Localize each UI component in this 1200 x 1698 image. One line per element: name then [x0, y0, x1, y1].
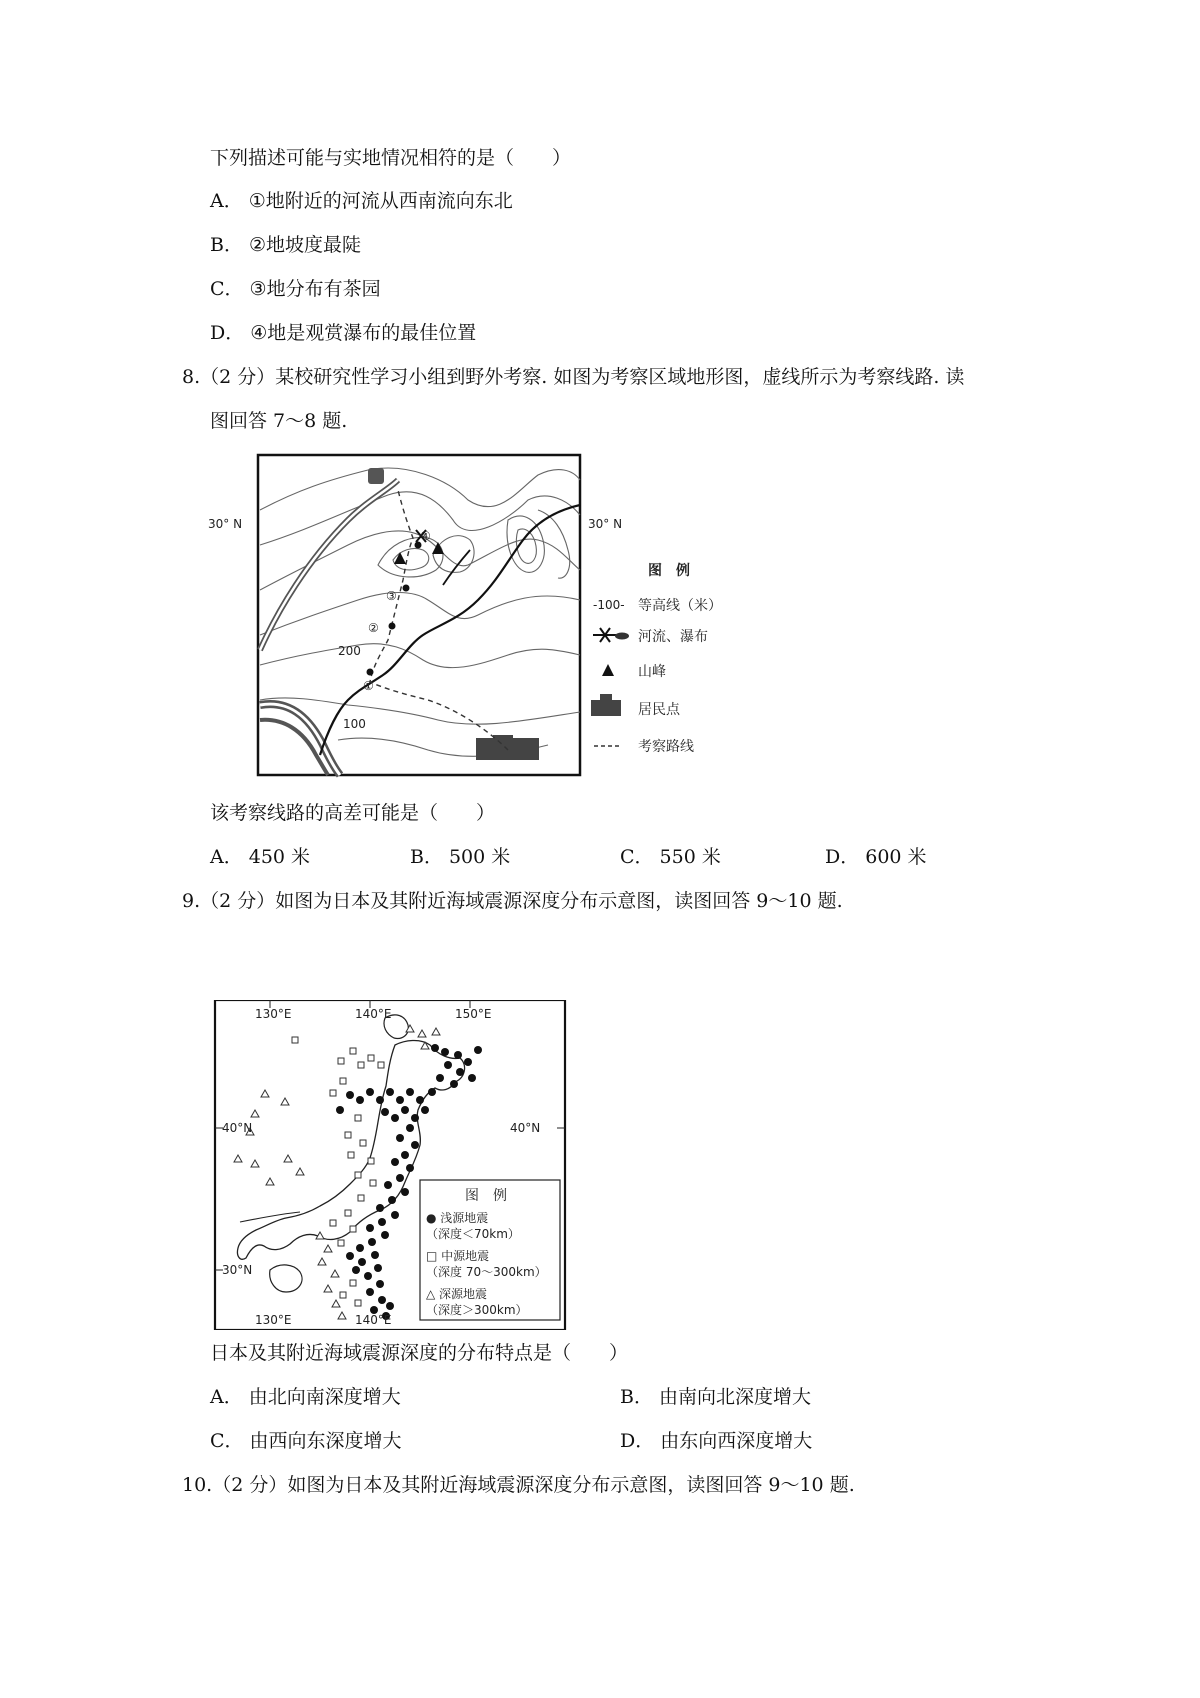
option-text: 由南向北深度增大: [658, 1386, 811, 1408]
legend-route: [594, 738, 694, 755]
topographic-map-figure: [208, 450, 748, 790]
option-letter: C．: [210, 1430, 244, 1452]
legend-contour: [593, 597, 722, 614]
lon-130-bottom-label: 130°E: [255, 1313, 292, 1327]
q8-option-c[interactable]: [620, 844, 721, 870]
q7-option-d[interactable]: [210, 320, 476, 346]
settlement-north: [368, 468, 384, 484]
lon-140-top-label: 140°E: [355, 1007, 392, 1021]
svg-text:考察路线: 考察路线: [638, 739, 694, 755]
option-letter: A．: [210, 1386, 243, 1408]
legend-title: 图 例: [648, 563, 690, 579]
option-text: 450 米: [248, 846, 311, 868]
option-text: ③地分布有茶园: [249, 278, 381, 300]
option-letter: D．: [620, 1430, 655, 1452]
contour-200-label: 200: [338, 644, 361, 658]
option-letter: C．: [210, 278, 244, 300]
lon-150-top-label: 150°E: [455, 1007, 492, 1021]
lat-left-label: 30° N: [208, 517, 243, 531]
q8-stem: 该考察线路的高差可能是（ ）: [210, 802, 496, 824]
option-letter: D．: [825, 846, 860, 868]
q8-option-a[interactable]: [210, 844, 310, 870]
legend-river: [593, 628, 708, 645]
option-letter: B．: [410, 846, 443, 868]
svg-text:居民点: 居民点: [638, 702, 680, 718]
svg-text:河流、瀑布: 河流、瀑布: [638, 629, 708, 645]
option-letter: A．: [210, 190, 243, 212]
option-letter: B．: [210, 234, 243, 256]
option-text: 500 米: [448, 846, 511, 868]
option-text: 由西向东深度增大: [249, 1430, 402, 1452]
svg-text:山峰: 山峰: [638, 664, 666, 680]
q7-option-b[interactable]: [210, 232, 361, 258]
lat-40-left-label: 40°N: [222, 1121, 253, 1135]
option-text: 600 米: [865, 846, 927, 868]
point-2-label: ②: [368, 621, 379, 635]
option-letter: B．: [620, 1386, 653, 1408]
map-frame: [258, 455, 580, 775]
lon-140-bottom-label: 140°E: [355, 1313, 392, 1327]
legend-intermediate-line2: （深度 70～300km）: [426, 1265, 547, 1279]
q9-option-d[interactable]: [620, 1428, 812, 1454]
legend-deep-line1: △ 深源地震: [426, 1287, 488, 1301]
q9-option-b[interactable]: [620, 1384, 811, 1410]
lat-30-left-label: 30°N: [222, 1263, 253, 1277]
point-1-label: ①: [363, 679, 374, 693]
option-letter: A．: [210, 846, 243, 868]
contour-100-label: 100: [343, 717, 366, 731]
svg-text:-100-: -100-: [593, 598, 625, 612]
q8-intro-line1: 8.（2 分）某校研究性学习小组到野外考察. 如图为考察区域地形图，虚线所示为考察线路. 读: [182, 366, 965, 388]
q8-option-b[interactable]: [410, 844, 510, 870]
legend-shallow-line1: ● 浅源地震: [426, 1211, 489, 1225]
q9-intro: 9.（2 分）如图为日本及其附近海域震源深度分布示意图，读图回答 9～10 题.: [182, 890, 843, 912]
option-letter: C．: [620, 846, 654, 868]
svg-text:等高线（米）: 等高线（米）: [638, 598, 722, 614]
q7-option-a[interactable]: [210, 188, 513, 214]
option-text: ①地附近的河流从西南流向东北: [248, 190, 513, 212]
option-text: ④地是观赏瀑布的最佳位置: [250, 322, 477, 344]
q9-stem: 日本及其附近海域震源深度的分布特点是（ ）: [210, 1342, 629, 1364]
option-text: 550 米: [659, 846, 721, 868]
option-text: 由东向西深度增大: [660, 1430, 813, 1452]
lat-40-right-label: 40°N: [510, 1121, 541, 1135]
legend-shallow-line2: （深度＜70km）: [426, 1227, 520, 1241]
q7-option-c[interactable]: [210, 276, 381, 302]
point-3-label: ③: [386, 589, 397, 603]
q8-intro-line2: 图回答 7～8 题.: [210, 410, 348, 432]
legend-peak: [602, 664, 666, 680]
q9-option-c[interactable]: [210, 1428, 402, 1454]
q10-intro: 10.（2 分）如图为日本及其附近海域震源深度分布示意图，读图回答 9～10 题.: [182, 1474, 855, 1496]
q9-option-a[interactable]: [210, 1384, 401, 1410]
legend-deep-line2: （深度＞300km）: [426, 1303, 528, 1317]
lat-right-label: 30° N: [588, 517, 623, 531]
legend-intermediate-line1: □ 中源地震: [426, 1249, 490, 1263]
q8-option-d[interactable]: [825, 844, 927, 870]
lon-130-top-label: 130°E: [255, 1007, 292, 1021]
legend-title: 图 例: [465, 1188, 507, 1204]
option-text: 由北向南深度增大: [248, 1386, 401, 1408]
option-letter: D．: [210, 322, 245, 344]
point-4-label: ④: [420, 529, 431, 543]
option-text: ②地坡度最陡: [248, 234, 362, 256]
q7-stem: 下列描述可能与实地情况相符的是（ ）: [210, 147, 572, 169]
japan-earthquake-map-figure: [210, 1000, 570, 1330]
legend-settlement: [591, 694, 681, 718]
